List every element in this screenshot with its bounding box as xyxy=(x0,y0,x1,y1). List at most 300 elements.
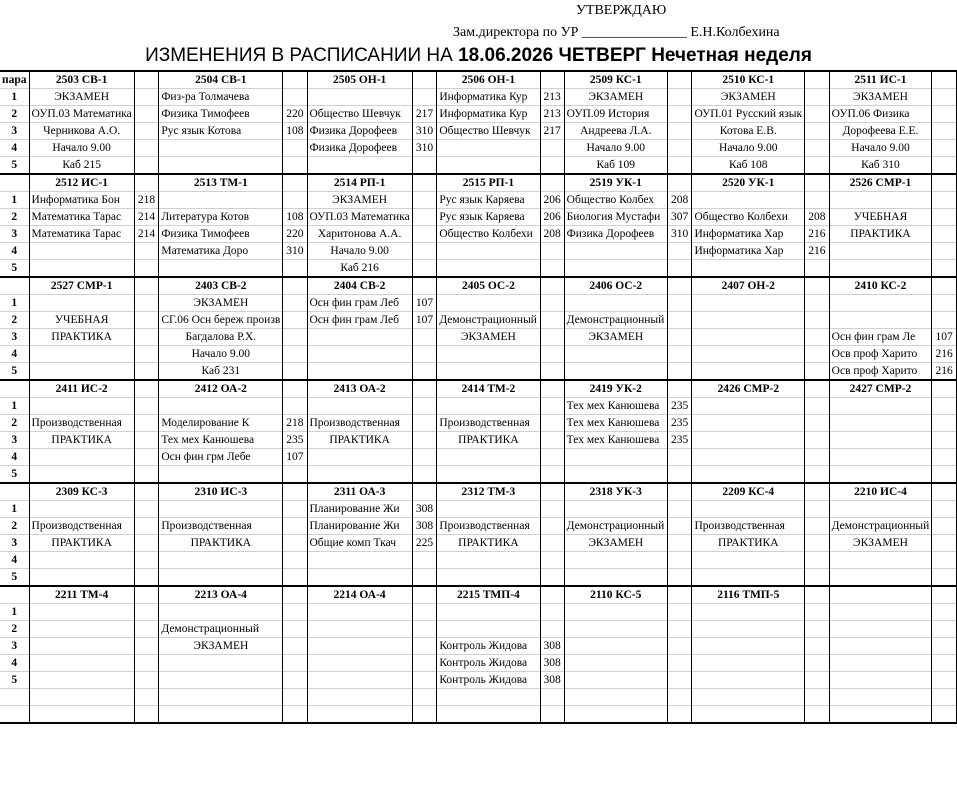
para-label xyxy=(0,483,29,501)
lesson-room xyxy=(134,106,159,123)
lesson-subject xyxy=(29,604,134,621)
group-name: 2403 СВ-2 xyxy=(159,277,283,295)
group-room-header xyxy=(667,174,692,192)
empty-cell xyxy=(307,689,412,706)
group-name: 2504 СВ-1 xyxy=(159,71,283,89)
lesson-subject xyxy=(437,157,540,175)
lesson-number: 4 xyxy=(0,140,29,157)
lesson-room xyxy=(134,621,159,638)
lesson-subject xyxy=(437,140,540,157)
empty-cell xyxy=(692,689,805,706)
group-room-header xyxy=(932,277,957,295)
lesson-room xyxy=(412,157,437,175)
lesson-room xyxy=(932,226,957,243)
lesson-subject: Производственная xyxy=(29,518,134,535)
lesson-room xyxy=(283,89,307,106)
lesson-room xyxy=(667,655,692,672)
group-name: 2519 УК-1 xyxy=(564,174,667,192)
lesson-subject xyxy=(829,569,932,587)
lesson-subject xyxy=(437,466,540,484)
lesson-subject xyxy=(564,552,667,569)
group-room-header xyxy=(412,483,437,501)
lesson-subject xyxy=(829,604,932,621)
lesson-subject: Математика Тарас xyxy=(29,209,134,226)
group-room-header xyxy=(932,174,957,192)
lesson-room xyxy=(667,157,692,175)
group-name: 2411 ИС-2 xyxy=(29,380,134,398)
lesson-room: 308 xyxy=(412,501,437,518)
lesson-number: 3 xyxy=(0,638,29,655)
lesson-number: 3 xyxy=(0,123,29,140)
lesson-subject: Багдалова Р.Х. xyxy=(159,329,283,346)
lesson-subject xyxy=(692,312,805,329)
lesson-room xyxy=(412,449,437,466)
lesson-subject: ПРАКТИКА xyxy=(29,432,134,449)
group-room-header xyxy=(540,174,564,192)
group-room-header xyxy=(932,586,957,604)
group-room-header xyxy=(412,586,437,604)
lesson-subject xyxy=(692,501,805,518)
lesson-room xyxy=(412,243,437,260)
lesson-room xyxy=(540,312,564,329)
lesson-subject: Демонстрационный xyxy=(437,312,540,329)
lesson-room: 208 xyxy=(667,192,692,209)
lesson-subject xyxy=(307,604,412,621)
lesson-room: 217 xyxy=(412,106,437,123)
lesson-subject xyxy=(29,398,134,415)
lesson-subject xyxy=(307,552,412,569)
lesson-room: 310 xyxy=(412,140,437,157)
lesson-room xyxy=(805,432,830,449)
group-name: 2414 ТМ-2 xyxy=(437,380,540,398)
lesson-subject xyxy=(29,569,134,587)
lesson-room: 310 xyxy=(412,123,437,140)
lesson-room xyxy=(667,672,692,689)
lesson-room xyxy=(134,672,159,689)
lesson-subject xyxy=(307,569,412,587)
lesson-subject: Информатика Кур xyxy=(437,89,540,106)
lesson-subject xyxy=(437,552,540,569)
lesson-subject: Рус язык Каряева xyxy=(437,192,540,209)
lesson-subject xyxy=(564,449,667,466)
lesson-room xyxy=(134,655,159,672)
lesson-room xyxy=(932,157,957,175)
lesson-subject: ПРАКТИКА xyxy=(437,432,540,449)
group-room-header xyxy=(283,483,307,501)
lesson-subject xyxy=(692,604,805,621)
lesson-room xyxy=(932,638,957,655)
lesson-room xyxy=(134,398,159,415)
lesson-subject: Контроль Жидова xyxy=(437,672,540,689)
lesson-subject xyxy=(692,329,805,346)
lesson-row xyxy=(0,415,957,432)
lesson-room: 220 xyxy=(283,226,307,243)
lesson-subject: Демонстрационный xyxy=(159,621,283,638)
lesson-room xyxy=(134,501,159,518)
empty-cell xyxy=(283,706,307,724)
lesson-subject xyxy=(159,655,283,672)
lesson-subject: Тех мех Канюшева xyxy=(564,398,667,415)
lesson-room xyxy=(134,140,159,157)
lesson-room xyxy=(805,466,830,484)
lesson-subject: ОУП.03 Математика xyxy=(307,209,412,226)
lesson-room xyxy=(412,604,437,621)
lesson-subject xyxy=(564,346,667,363)
lesson-room xyxy=(805,295,830,312)
lesson-subject: Андреева Л.А. xyxy=(564,123,667,140)
lesson-number: 4 xyxy=(0,449,29,466)
lesson-room: 225 xyxy=(412,535,437,552)
lesson-number: 1 xyxy=(0,295,29,312)
lesson-subject xyxy=(29,638,134,655)
group-room-header xyxy=(932,483,957,501)
lesson-subject xyxy=(692,449,805,466)
lesson-number: 5 xyxy=(0,363,29,381)
lesson-subject xyxy=(692,260,805,278)
lesson-subject xyxy=(829,415,932,432)
lesson-subject xyxy=(564,638,667,655)
lesson-subject: Тех мех Канюшева xyxy=(159,432,283,449)
lesson-subject xyxy=(829,552,932,569)
lesson-room xyxy=(283,638,307,655)
lesson-room xyxy=(805,329,830,346)
lesson-room: 216 xyxy=(805,243,830,260)
lesson-room xyxy=(932,432,957,449)
lesson-room xyxy=(540,552,564,569)
lesson-subject xyxy=(829,243,932,260)
group-room-header xyxy=(412,174,437,192)
group-name: 2515 РП-1 xyxy=(437,174,540,192)
lesson-room xyxy=(805,604,830,621)
lesson-row xyxy=(0,638,957,655)
lesson-subject xyxy=(307,466,412,484)
lesson-room xyxy=(540,398,564,415)
lesson-room xyxy=(134,638,159,655)
empty-cell xyxy=(283,689,307,706)
lesson-room xyxy=(667,604,692,621)
lesson-subject xyxy=(437,604,540,621)
lesson-room xyxy=(932,260,957,278)
lesson-subject: Физика Тимофеев xyxy=(159,106,283,123)
lesson-room: 216 xyxy=(932,346,957,363)
lesson-row xyxy=(0,398,957,415)
lesson-subject: Демонстрационный xyxy=(829,518,932,535)
lesson-room xyxy=(283,157,307,175)
lesson-subject xyxy=(307,89,412,106)
group-room-header xyxy=(667,586,692,604)
lesson-room xyxy=(283,535,307,552)
empty-row xyxy=(0,706,957,724)
empty-cell xyxy=(829,689,932,706)
lesson-room xyxy=(412,655,437,672)
lesson-room xyxy=(412,226,437,243)
lesson-room xyxy=(412,672,437,689)
lesson-subject xyxy=(692,346,805,363)
lesson-room xyxy=(805,535,830,552)
lesson-room xyxy=(412,346,437,363)
lesson-room xyxy=(932,140,957,157)
lesson-room xyxy=(932,295,957,312)
lesson-room xyxy=(667,123,692,140)
lesson-subject: Информатика Кур xyxy=(437,106,540,123)
lesson-room xyxy=(667,466,692,484)
lesson-room xyxy=(667,621,692,638)
lesson-row xyxy=(0,363,957,381)
lesson-room xyxy=(134,604,159,621)
lesson-room xyxy=(134,260,159,278)
lesson-subject xyxy=(159,569,283,587)
lesson-room: 235 xyxy=(667,398,692,415)
group-room-header xyxy=(932,380,957,398)
lesson-number: 1 xyxy=(0,501,29,518)
lesson-subject: Производственная xyxy=(307,415,412,432)
group-header-row xyxy=(0,483,957,501)
lesson-room xyxy=(283,398,307,415)
title-date: 18.06.2026 ЧЕТВЕРГ Нечетная неделя xyxy=(458,45,812,66)
lesson-room xyxy=(134,449,159,466)
lesson-room xyxy=(932,518,957,535)
group-room-header xyxy=(667,483,692,501)
lesson-number: 3 xyxy=(0,535,29,552)
group-name: 2209 КС-4 xyxy=(692,483,805,501)
lesson-subject: Начало 9.00 xyxy=(159,346,283,363)
lesson-room: 213 xyxy=(540,106,564,123)
group-name: 2426 СМР-2 xyxy=(692,380,805,398)
lesson-subject xyxy=(29,346,134,363)
lesson-room xyxy=(134,535,159,552)
lesson-subject xyxy=(29,501,134,518)
lesson-subject: Каб 108 xyxy=(692,157,805,175)
group-name: 2404 СВ-2 xyxy=(307,277,412,295)
lesson-row xyxy=(0,140,957,157)
lesson-room: 218 xyxy=(134,192,159,209)
group-name: 2318 УК-3 xyxy=(564,483,667,501)
group-room-header xyxy=(540,277,564,295)
lesson-room xyxy=(805,157,830,175)
lesson-room xyxy=(932,501,957,518)
lesson-row xyxy=(0,569,957,587)
lesson-room xyxy=(134,89,159,106)
lesson-room xyxy=(283,260,307,278)
lesson-subject xyxy=(29,260,134,278)
lesson-number: 3 xyxy=(0,432,29,449)
empty-cell xyxy=(437,689,540,706)
lesson-subject xyxy=(159,672,283,689)
group-room-header xyxy=(667,71,692,89)
group-room-header xyxy=(283,586,307,604)
lesson-room xyxy=(805,346,830,363)
group-room-header xyxy=(134,483,159,501)
lesson-room xyxy=(412,260,437,278)
lesson-room xyxy=(805,501,830,518)
empty-cell xyxy=(805,706,830,724)
group-name: 2407 ОН-2 xyxy=(692,277,805,295)
lesson-room xyxy=(134,243,159,260)
lesson-room xyxy=(667,243,692,260)
lesson-room xyxy=(805,260,830,278)
lesson-subject xyxy=(829,312,932,329)
group-name: 2510 КС-1 xyxy=(692,71,805,89)
lesson-subject: ОУП.09 История xyxy=(564,106,667,123)
lesson-subject xyxy=(564,569,667,587)
lesson-subject xyxy=(29,295,134,312)
lesson-room xyxy=(932,672,957,689)
lesson-room: 235 xyxy=(667,415,692,432)
lesson-room xyxy=(805,518,830,535)
group-name: 2527 СМР-1 xyxy=(29,277,134,295)
lesson-room: 216 xyxy=(932,363,957,381)
group-name: 2505 ОН-1 xyxy=(307,71,412,89)
lesson-room xyxy=(667,295,692,312)
lesson-number: 5 xyxy=(0,672,29,689)
lesson-room xyxy=(805,638,830,655)
group-name: 2511 ИС-1 xyxy=(829,71,932,89)
lesson-subject: ЭКЗАМЕН xyxy=(829,535,932,552)
empty-cell xyxy=(29,706,134,724)
lesson-room xyxy=(134,466,159,484)
lesson-room xyxy=(134,552,159,569)
lesson-room xyxy=(283,295,307,312)
lesson-subject xyxy=(829,295,932,312)
lesson-room xyxy=(667,346,692,363)
lesson-subject xyxy=(159,604,283,621)
group-name: 2427 СМР-2 xyxy=(829,380,932,398)
group-room-header xyxy=(134,586,159,604)
group-room-header xyxy=(932,71,957,89)
lesson-subject: Общество Колбехи xyxy=(692,209,805,226)
group-header-row xyxy=(0,380,957,398)
lesson-room xyxy=(932,569,957,587)
lesson-subject: Каб 231 xyxy=(159,363,283,381)
empty-cell xyxy=(667,689,692,706)
lesson-room xyxy=(667,501,692,518)
lesson-subject: Общество Шевчук xyxy=(437,123,540,140)
lesson-room xyxy=(667,569,692,587)
group-name: 2503 СВ-1 xyxy=(29,71,134,89)
group-room-header xyxy=(283,277,307,295)
lesson-subject: ПРАКТИКА xyxy=(29,329,134,346)
group-name: 2312 ТМ-3 xyxy=(437,483,540,501)
lesson-room xyxy=(540,140,564,157)
lesson-row xyxy=(0,226,957,243)
lesson-subject: ЭКЗАМЕН xyxy=(29,89,134,106)
lesson-room xyxy=(932,621,957,638)
lesson-row xyxy=(0,295,957,312)
lesson-room xyxy=(412,89,437,106)
lesson-subject xyxy=(29,243,134,260)
lesson-row xyxy=(0,243,957,260)
lesson-subject xyxy=(437,346,540,363)
lesson-room: 217 xyxy=(540,123,564,140)
lesson-subject xyxy=(29,449,134,466)
lesson-room: 206 xyxy=(540,209,564,226)
lesson-subject: Производственная xyxy=(437,518,540,535)
lesson-room xyxy=(412,329,437,346)
lesson-subject: ЭКЗАМЕН xyxy=(692,89,805,106)
lesson-subject xyxy=(564,655,667,672)
lesson-subject: Рус язык Котова xyxy=(159,123,283,140)
group-name: 2214 ОА-4 xyxy=(307,586,412,604)
lesson-subject xyxy=(829,260,932,278)
lesson-row xyxy=(0,157,957,175)
lesson-subject xyxy=(564,604,667,621)
empty-cell xyxy=(667,706,692,724)
lesson-subject: Планирование Жи xyxy=(307,518,412,535)
lesson-subject: Физ-ра Толмачева xyxy=(159,89,283,106)
lesson-subject: ПРАКТИКА xyxy=(307,432,412,449)
lesson-room: 308 xyxy=(412,518,437,535)
lesson-room xyxy=(667,312,692,329)
group-room-header xyxy=(667,277,692,295)
lesson-room xyxy=(412,569,437,587)
lesson-room xyxy=(283,501,307,518)
group-room-header xyxy=(540,586,564,604)
lesson-subject: ЭКЗАМЕН xyxy=(564,89,667,106)
para-label xyxy=(0,380,29,398)
lesson-subject: Начало 9.00 xyxy=(829,140,932,157)
empty-cell xyxy=(159,689,283,706)
lesson-subject: Общество Колбех xyxy=(564,192,667,209)
lesson-room: 218 xyxy=(283,415,307,432)
lesson-subject: Физика Дорофеев xyxy=(307,123,412,140)
lesson-room xyxy=(134,295,159,312)
lesson-room: 213 xyxy=(540,89,564,106)
lesson-subject xyxy=(29,655,134,672)
lesson-row xyxy=(0,209,957,226)
lesson-number: 2 xyxy=(0,621,29,638)
lesson-subject xyxy=(692,192,805,209)
lesson-room xyxy=(540,604,564,621)
lesson-number: 4 xyxy=(0,552,29,569)
lesson-room xyxy=(540,569,564,587)
lesson-room: 208 xyxy=(805,209,830,226)
lesson-room xyxy=(805,123,830,140)
lesson-room xyxy=(283,672,307,689)
lesson-subject xyxy=(564,295,667,312)
lesson-subject xyxy=(564,621,667,638)
lesson-subject: ЭКЗАМЕН xyxy=(307,192,412,209)
lesson-subject xyxy=(692,621,805,638)
lesson-subject: Информатика Бон xyxy=(29,192,134,209)
lesson-room xyxy=(540,295,564,312)
lesson-room xyxy=(805,312,830,329)
lesson-room xyxy=(412,638,437,655)
lesson-subject xyxy=(692,672,805,689)
lesson-subject xyxy=(307,621,412,638)
lesson-subject xyxy=(829,398,932,415)
lesson-room xyxy=(667,535,692,552)
lesson-room xyxy=(805,89,830,106)
lesson-row xyxy=(0,312,957,329)
group-room-header xyxy=(540,380,564,398)
lesson-subject: СГ.06 Осн береж произв xyxy=(159,312,283,329)
group-room-header xyxy=(134,174,159,192)
lesson-subject xyxy=(159,501,283,518)
group-name: 2311 ОА-3 xyxy=(307,483,412,501)
lesson-room: 308 xyxy=(540,655,564,672)
lesson-subject: Информатика Хар xyxy=(692,226,805,243)
lesson-subject xyxy=(829,655,932,672)
lesson-room: 308 xyxy=(540,672,564,689)
group-name: 2520 УК-1 xyxy=(692,174,805,192)
lesson-room: 310 xyxy=(283,243,307,260)
lesson-room: 206 xyxy=(540,192,564,209)
lesson-row xyxy=(0,89,957,106)
lesson-subject: Контроль Жидова xyxy=(437,638,540,655)
lesson-subject xyxy=(564,363,667,381)
lesson-room xyxy=(412,466,437,484)
lesson-room xyxy=(932,243,957,260)
